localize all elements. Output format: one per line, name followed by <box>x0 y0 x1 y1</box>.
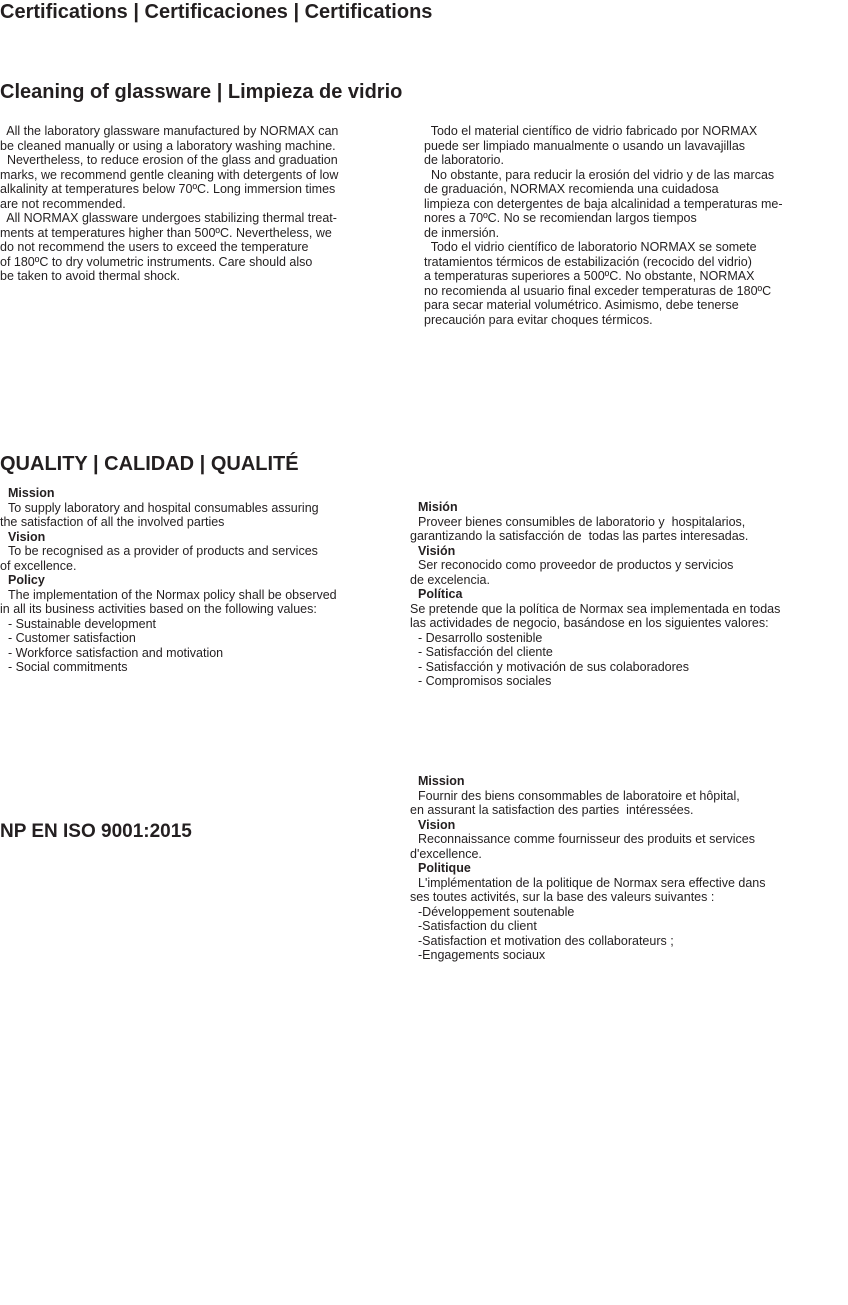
value-item: -Engagements sociaux <box>418 948 546 962</box>
quality-text-spanish <box>410 500 780 689</box>
text-line: To be recognised as a provider of products and services <box>8 544 318 558</box>
value-item: -Développement soutenable <box>418 904 575 919</box>
quality-text-french <box>410 774 766 963</box>
text-line: de excelencia. <box>410 572 490 587</box>
text-line: of excellence. <box>0 558 77 573</box>
text-line: ments at temperatures higher than 500ºC. Nevertheless, we <box>0 225 332 240</box>
policy-label: Política <box>418 587 463 601</box>
text-line: en assurant la satisfaction des parties intéressées. <box>410 803 694 817</box>
text-line: precaución para evitar choques térmicos. <box>424 312 653 327</box>
iso-certification: NP EN ISO 9001:2015 <box>0 821 192 842</box>
text-line: ses toutes activités, sur la base des valeurs suivantes : <box>410 890 715 904</box>
text-line: Nevertheless, to reduce erosion of the glass and graduation <box>0 153 338 167</box>
text-line: de inmersión. <box>424 225 500 240</box>
mission-label: Mission <box>418 774 465 788</box>
text-line: in all its business activities based on the following values: <box>0 602 317 616</box>
text-line: do not recommend the users to exceed the temperature <box>0 240 309 254</box>
text-line: The implementation of the Normax policy shall be observed <box>8 587 337 602</box>
value-item: - Customer satisfaction <box>8 631 136 645</box>
text-line: de graduación, NORMAX recomienda una cuidadosa <box>424 182 719 196</box>
vision-label: Vision <box>8 529 46 544</box>
value-item: - Desarrollo sostenible <box>418 630 543 645</box>
text-line: the satisfaction of all the involved parties <box>0 515 225 529</box>
policy-label: Policy <box>8 573 45 587</box>
page-title: Certifications | Certificaciones | Certifications <box>0 1 433 23</box>
text-line: To supply laboratory and hospital consumables assuring <box>8 500 319 515</box>
quality-text-english <box>0 486 337 675</box>
cleaning-heading: Cleaning of glassware | Limpieza de vidrio <box>0 81 403 103</box>
value-item: - Social commitments <box>8 660 128 674</box>
text-line: Proveer bienes consumibles de laboratorio y hospitalarios, <box>418 514 746 529</box>
text-line: be cleaned manually or using a laboratory washing machine. <box>0 138 336 153</box>
text-line: of 180ºC to dry volumetric instruments. Care should also <box>0 254 313 269</box>
text-line: Reconnaissance comme fournisseur des produits et services <box>418 832 755 846</box>
text-line: Todo el material científico de vidrio fabricado por NORMAX <box>424 124 758 138</box>
text-line: Fournir des biens consommables de laboratoire et hôpital, <box>418 788 740 803</box>
value-item: - Satisfacción del cliente <box>418 645 553 659</box>
text-line: las actividades de negocio, basándose en los siguientes valores: <box>410 616 769 630</box>
value-item: - Satisfacción y motivación de sus colaboradores <box>418 659 689 674</box>
cleaning-text-english <box>0 124 338 284</box>
value-item: - Compromisos sociales <box>418 674 552 688</box>
text-line: All NORMAX glassware undergoes stabilizing thermal treat- <box>0 211 337 225</box>
value-item: - Sustainable development <box>8 616 157 631</box>
value-item: - Workforce satisfaction and motivation <box>8 645 224 660</box>
vision-label: Vision <box>418 817 456 832</box>
text-line: be taken to avoid thermal shock. <box>0 269 180 283</box>
text-line: tratamientos térmicos de estabilización (recocido del vidrio) <box>424 254 752 269</box>
text-line: d'excellence. <box>410 846 482 861</box>
cleaning-text-spanish <box>424 124 783 327</box>
value-item: -Satisfaction du client <box>418 919 537 933</box>
quality-heading: QUALITY | CALIDAD | QUALITÉ <box>0 453 299 475</box>
text-line: de laboratorio. <box>424 153 504 167</box>
text-line: garantizando la satisfacción de todas las partes interesadas. <box>410 529 749 543</box>
text-line: limpieza con detergentes de baja alcalinidad a temperaturas me- <box>424 196 783 211</box>
text-line: nores a 70ºC. No se recomiendan largos tiempos <box>424 211 697 225</box>
text-line: Ser reconocido como proveedor de productos y servicios <box>418 558 734 572</box>
text-line: L'implémentation de la politique de Normax sera effective dans <box>418 875 766 890</box>
mission-label: Mission <box>8 486 55 500</box>
text-line: All the laboratory glassware manufactured by NORMAX can <box>0 124 339 138</box>
value-item: -Satisfaction et motivation des collaborateurs ; <box>418 933 674 948</box>
text-line: No obstante, para reducir la erosión del vidrio y de las marcas <box>424 167 775 182</box>
text-line: puede ser limpiado manualmente o usando un lavavajillas <box>424 138 746 153</box>
text-line: Se pretende que la política de Normax sea implementada en todas <box>410 601 781 616</box>
text-line: marks, we recommend gentle cleaning with detergents of low <box>0 167 339 182</box>
vision-label: Visión <box>418 543 456 558</box>
mission-label: Misión <box>418 500 458 514</box>
text-line: a temperaturas superiores a 500ºC. No obstante, NORMAX <box>424 269 755 283</box>
text-line: Todo el vidrio científico de laboratorio NORMAX se somete <box>424 240 757 254</box>
text-line: are not recommended. <box>0 196 126 211</box>
policy-label: Politique <box>418 861 471 875</box>
text-line: para secar material volumétrico. Asimismo, debe tenerse <box>424 298 739 312</box>
text-line: no recomienda al usuario final exceder temperaturas de 180ºC <box>424 283 772 298</box>
text-line: alkalinity at temperatures below 70ºC. Long immersion times <box>0 182 336 196</box>
